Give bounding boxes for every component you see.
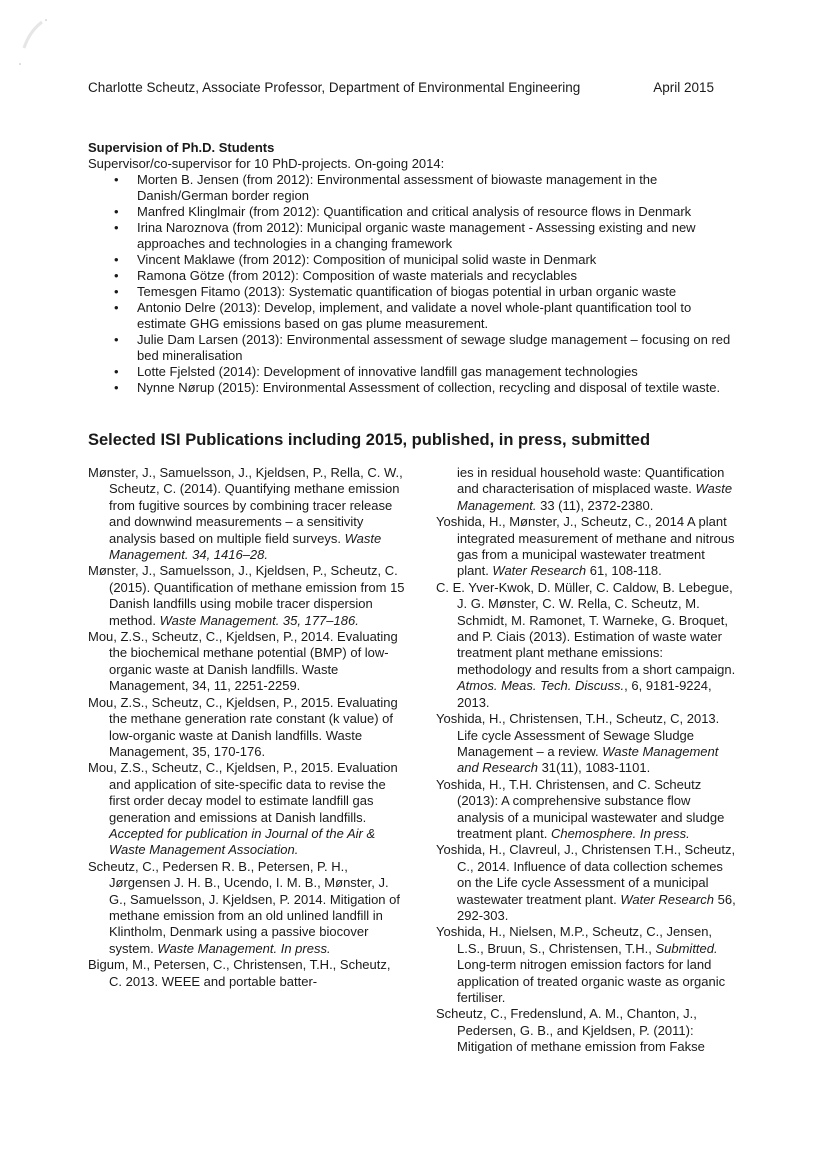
publications-heading: Selected ISI Publications including 2015, published, in press, submitted	[88, 431, 651, 449]
publication-entry	[88, 465, 406, 563]
header-date: April 2015	[653, 80, 714, 95]
ref-journal: Chemosphere. In press.	[550, 825, 690, 841]
ref-journal: Waste Management.	[457, 481, 733, 513]
phd-student-list	[88, 172, 733, 396]
publication-entry	[88, 695, 406, 761]
phd-student-item: • Morten B. Jensen (from 2012): Environmental assessment of biowaste management in the Danish/German border region	[137, 172, 733, 204]
ref-main: Yoshida, H., Clavreul, J., Christensen T.H., Scheutz, C., 2014. Influence of data collection schemes on the Life cycle Assessment of a municipal wastewater treatment plant.	[436, 842, 736, 907]
ref-main: Yoshida, H., Christensen, T.H., Scheutz, C, 2013. Life cycle Assessment of Sewage Sludge Management – a review.	[436, 711, 720, 759]
ref-main: Yoshida, H., Mønster, J., Scheutz, C., 2014 A plant integrated measurement of methane and nitrous gas from a municipal wastewater treatment plant.	[436, 514, 735, 579]
ref-main: Mou, Z.S., Scheutz, C., Kjeldsen, P., 2015. Evaluating the methane generation rate constant (k value) of low-organic waste at Danish landfills. Waste Management, 35, 170-176.	[88, 694, 398, 759]
ref-tail: 31(11), 1083-1101.	[537, 760, 651, 776]
publication-entry	[88, 760, 406, 858]
publication-entry	[436, 777, 736, 843]
ref-tail: Long-term nitrogen emission factors for land application of treated organic waste as organic fertiliser.	[457, 957, 726, 1005]
ref-main: ies in residual household waste: Quantification and characterisation of misplaced waste.	[457, 465, 725, 497]
ref-main: Bigum, M., Petersen, C., Christensen, T.H., Scheutz, C. 2013. WEEE and portable batter-	[88, 957, 391, 989]
publication-entry	[436, 924, 736, 1006]
publication-entry	[88, 629, 406, 695]
supervision-section	[88, 140, 733, 396]
ref-journal: Water Research	[620, 891, 714, 907]
ref-journal: Waste Management. 34, 1416–28.	[109, 530, 382, 563]
phd-student-item: • Ramona Götze (from 2012): Composition of waste materials and recyclables	[137, 268, 733, 284]
publication-entry	[88, 957, 406, 990]
publication-entry	[436, 842, 736, 924]
ref-journal: Waste Management. 35, 177–186.	[159, 612, 359, 628]
publication-entry	[88, 859, 406, 957]
ref-main: Mønster, J., Samuelsson, J., Kjeldsen, P., Rella, C. W., Scheutz, C. (2014). Quantifying methane emission from fugitive sources by combining tracer release and downwind measurements – a sensitivity analysis based on multiple field surveys.	[88, 465, 403, 546]
ref-tail: 33 (11), 2372-2380.	[536, 497, 654, 513]
phd-student-item: • Nynne Nørup (2015): Environmental Assessment of collection, recycling and disposal of textile waste.	[137, 380, 733, 396]
scan-artifact-mark	[14, 18, 48, 68]
ref-main: Yoshida, H., Nielsen, M.P., Scheutz, C., Jensen, L.S., Bruun, S., Christensen, T.H.,	[436, 924, 713, 956]
phd-student-item: • Temesgen Fitamo (2013): Systematic quantification of biogas potential in urban organic waste	[137, 284, 733, 300]
supervision-heading: Supervision of Ph.D. Students	[88, 140, 275, 155]
publications-left-column	[88, 465, 406, 990]
ref-tail: 61, 108-118.	[586, 563, 662, 579]
ref-journal: Water Research	[492, 563, 587, 579]
ref-main: Mønster, J., Samuelsson, J., Kjeldsen, P., Scheutz, C. (2015). Quantification of methane emission from 15 Danish landfills using mobile tracer dispersion method.	[88, 563, 405, 628]
ref-journal: Waste Management and Research	[457, 743, 719, 776]
publications-right-column	[436, 465, 736, 1056]
ref-journal: Accepted for publication in Journal of the Air & Waste Management Association.	[109, 825, 376, 858]
ref-journal: Atmos. Meas. Tech. Discuss.	[457, 678, 625, 694]
ref-journal: Submitted.	[655, 940, 718, 956]
publication-entry	[436, 1006, 736, 1055]
publication-entry	[436, 514, 736, 580]
ref-tail: 56, 292-303.	[457, 891, 736, 923]
ref-main: C. E. Yver-Kwok, D. Müller, C. Caldow, B. Lebegue, J. G. Mønster, C. W. Rella, C. Scheutz, M. Schmidt, M. Ramonet, T. Warneke, G. Broquet, and P. Ciais (2013). Estimation of waste water treatment plant methane emissions: methodology and results from a short campaign.	[436, 579, 736, 677]
phd-student-item: • Vincent Maklawe (from 2012): Composition of municipal solid waste in Denmark	[137, 252, 733, 268]
phd-student-item: • Antonio Delre (2013): Develop, implement, and validate a novel whole-plant quantification tool to estimate GHG emissions based on gas plume measurement.	[137, 300, 733, 332]
ref-main: Yoshida, H., T.H. Christensen, and C. Scheutz (2013): A comprehensive substance flow analysis of a municipal wastewater and sludge treatment plant.	[436, 776, 725, 841]
ref-tail: , 6, 9181-9224, 2013.	[457, 678, 712, 710]
ref-main: Mou, Z.S., Scheutz, C., Kjeldsen, P., 2014. Evaluating the biochemical methane potential (BMP) of low-organic waste at Danish landfills. Waste Management, 34, 11, 2251-2259.	[88, 629, 398, 694]
publication-entry	[88, 563, 406, 629]
ref-main: Scheutz, C., Pedersen R. B., Petersen, P. H., Jørgensen J. H. B., Ucendo, I. M. B., Mønster, J. G., Samuelsson, J. Kjeldsen, P. 2014. Mitigation of methane emission from an old unlined landfill in Klintholm, Denmark using a passive biocover system.	[88, 858, 400, 956]
publication-entry	[436, 580, 736, 711]
phd-student-item: • Irina Naroznova (from 2012): Municipal organic waste management - Assessing existing and new approaches and technologies in a changing framework	[137, 220, 733, 252]
ref-main: Mou, Z.S., Scheutz, C., Kjeldsen, P., 2015. Evaluation and application of site-specific data to revise the first order decay model to estimate landfill gas generation and emissions at Danish landfills.	[88, 760, 398, 825]
supervision-intro: Supervisor/co-supervisor for 10 PhD-projects. On-going 2014:	[88, 156, 445, 171]
publication-entry-continued	[436, 465, 736, 514]
ref-journal: Waste Management. In press.	[157, 940, 331, 956]
phd-student-item: • Julie Dam Larsen (2013): Environmental assessment of sewage sludge management – focusing on red bed mineralisation	[137, 332, 733, 364]
phd-student-item: • Lotte Fjelsted (2014): Development of innovative landfill gas management technologies	[137, 364, 733, 380]
publication-entry	[436, 711, 736, 777]
header-author: Charlotte Scheutz, Associate Professor, Department of Environmental Engineering	[88, 80, 581, 95]
ref-main: Scheutz, C., Fredenslund, A. M., Chanton, J., Pedersen, G. B., and Kjeldsen, P. (2011): Mitigation of methane emission from Fakse	[436, 1006, 705, 1055]
phd-student-item: • Manfred Klinglmair (from 2012): Quantification and critical analysis of resource flows in Denmark	[137, 204, 733, 220]
